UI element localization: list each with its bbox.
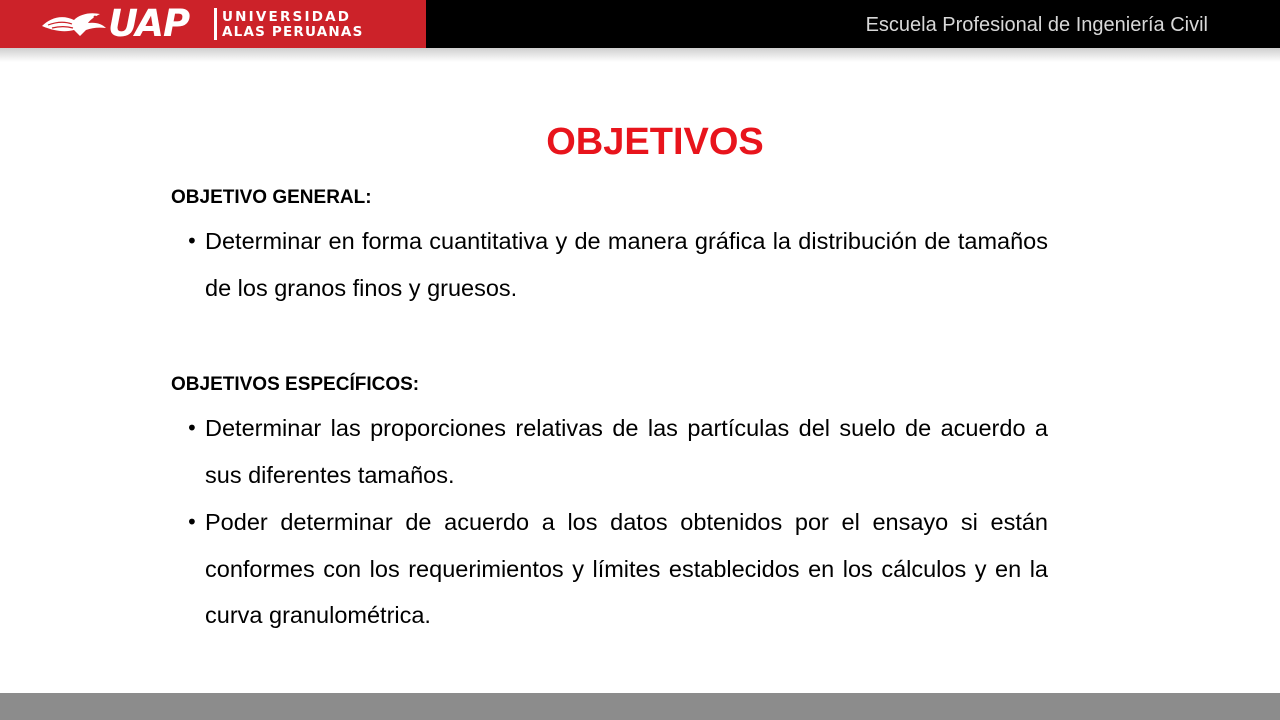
bullet-icon: • — [186, 229, 198, 253]
list-item — [186, 499, 1048, 639]
list-item — [186, 405, 1048, 498]
footer-bar — [0, 693, 1280, 720]
university-logo — [0, 0, 426, 48]
condor-emblem-icon — [40, 8, 108, 40]
general-objective-heading: OBJETIVO GENERAL: — [171, 187, 372, 208]
specific-objective-text-1: Determinar las proporciones relativas de las partículas del suelo de acuerdo a sus diferentes tamaños. — [205, 415, 1048, 488]
header-shadow — [0, 48, 1280, 62]
header-bar — [0, 0, 1280, 48]
specific-objectives-heading: OBJETIVOS ESPECÍFICOS: — [171, 374, 420, 395]
logo-divider — [214, 8, 217, 40]
logo-university-line: UNIVERSIDAD — [222, 9, 352, 25]
logo-name-line: ALAS PERUANAS — [222, 24, 364, 40]
logo-acronym: UAP — [108, 2, 190, 45]
bullet-icon: • — [186, 416, 198, 440]
list-item — [186, 218, 1048, 311]
bullet-icon: • — [186, 510, 198, 534]
school-name: Escuela Profesional de Ingeniería Civil — [865, 14, 1208, 36]
general-objective-text: Determinar en forma cuantitativa y de manera gráfica la distribución de tamaños de los granos finos y gruesos. — [205, 228, 1048, 301]
slide-title: OBJETIVOS — [546, 121, 764, 163]
specific-objective-text-2: Poder determinar de acuerdo a los datos obtenidos por el ensayo si están conformes con los requerimientos y límites establecidos en los cálculos y en la curva granulométrica. — [205, 509, 1048, 628]
